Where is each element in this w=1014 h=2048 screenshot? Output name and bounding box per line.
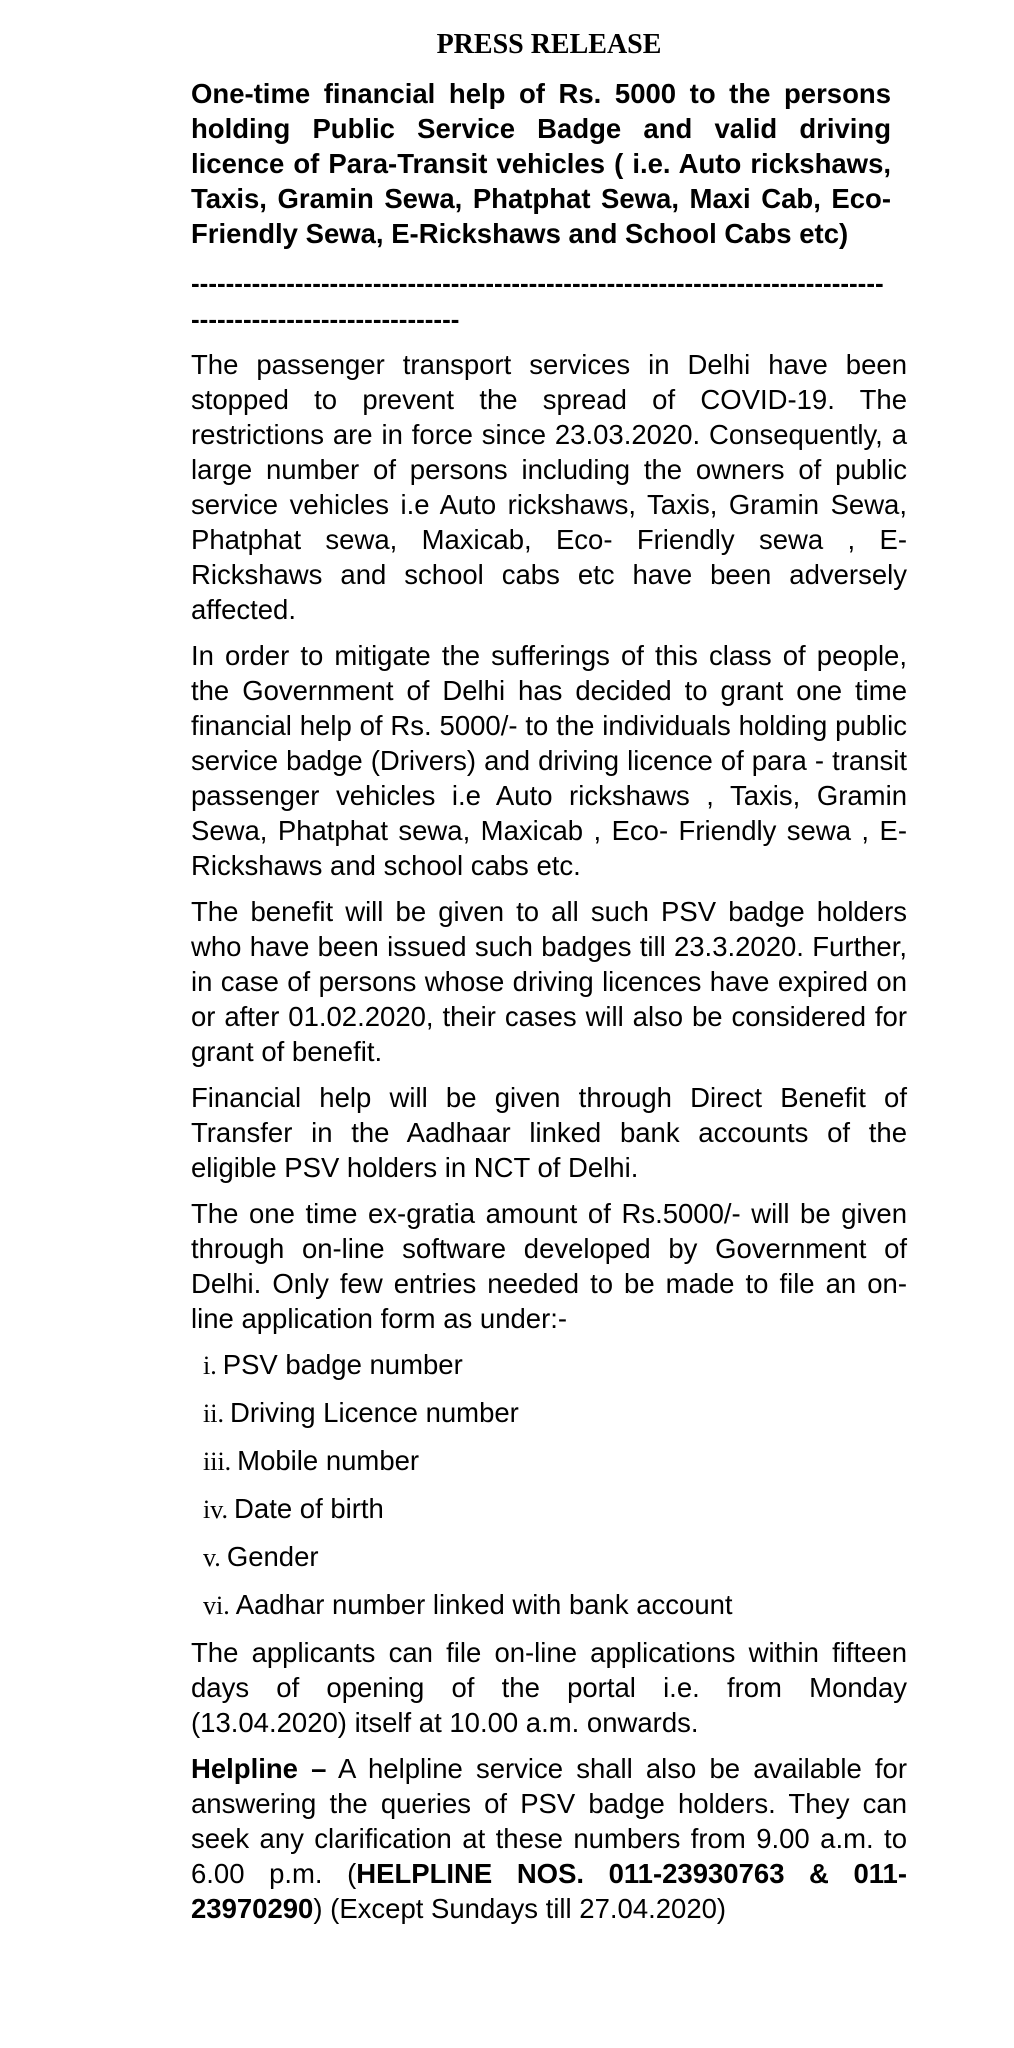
- list-item-text: Driving Licence number: [229, 1397, 519, 1428]
- list-item-text: PSV badge number: [222, 1349, 463, 1380]
- list-item: [203, 1587, 907, 1623]
- list-item-number: ii.: [203, 1399, 224, 1428]
- list-item: [203, 1491, 907, 1527]
- list-item-text: Gender: [226, 1541, 319, 1572]
- helpline-numbers: HELPLINE NOS. 011-23930763 & 011-23970290: [191, 1858, 907, 1924]
- list-item-text: Aadhar number linked with bank account: [235, 1589, 733, 1620]
- paragraph-benefit-eligibility: The benefit will be given to all such PSV badge holders who have been issued such badges till 23.3.2020. Further, in case of persons whose driving licences have expired on or after 01.02.2020, their cases will also be considered for grant of benefit.: [191, 896, 907, 1067]
- helpline-text: A helpline service shall also be available for answering the queries of PSV badge holders. They can seek any clarification at these numbers from 9.00 a.m. to 6.00 p.m. (: [191, 1753, 907, 1889]
- list-item: [203, 1347, 907, 1383]
- list-item-number: v.: [203, 1543, 221, 1572]
- list-item: [203, 1539, 907, 1575]
- paragraph-direct-benefit-transfer: Financial help will be given through Direct Benefit of Transfer in the Aadhaar linked bank accounts of the eligible PSV holders in NCT of Delhi.: [191, 1082, 907, 1183]
- list-item: [203, 1443, 907, 1479]
- list-item-number: i.: [203, 1351, 217, 1380]
- document-subject: One-time financial help of Rs. 5000 to the persons holding Public Service Badge and valid driving licence of Para-Transit vehicles ( i.e. Auto rickshaws, Taxis, Gramin Sewa, Phatphat Sewa, Maxi Cab, Eco-Friendly Sewa, E-Rickshaws and School Cabs etc): [191, 78, 891, 249]
- separator-line: ---------------------------------------------------------------------------------------------------------------: [191, 268, 884, 334]
- paragraph-services-stopped: The passenger transport services in Delhi have been stopped to prevent the spread of COVID-19. The restrictions are in force since 23.03.2020. Consequently, a large number of persons including the owners of public service vehicles i.e Auto rickshaws, Taxis, Gramin Sewa, Phatphat sewa, Maxicab, Eco- Friendly sewa , E-Rickshaws and school cabs etc have been adversely affected.: [191, 349, 907, 625]
- press-release-page: [191, 28, 907, 1937]
- list-item-text: Date of birth: [234, 1493, 384, 1524]
- list-item-number: iii.: [203, 1447, 232, 1476]
- application-form-entries-list: [191, 1347, 907, 1623]
- paragraph-financial-help-decision: In order to mitigate the sufferings of this class of people, the Government of Delhi has decided to grant one time financial help of Rs. 5000/- to the individuals holding public service badge (Drivers) and driving licence of para - transit passenger vehicles i.e Auto rickshaws , Taxis, Gramin Sewa, Phatphat sewa, Maxicab , Eco- Friendly sewa , E-Rickshaws and school cabs etc.: [191, 640, 907, 881]
- list-item-number: iv.: [203, 1495, 229, 1524]
- list-item-number: vi.: [203, 1591, 230, 1620]
- paragraph-application-window: The applicants can file on-line applications within fifteen days of opening of the portal i.e. from Monday (13.04.2020) itself at 10.00 a.m. onwards.: [191, 1637, 907, 1738]
- paragraph-helpline: [191, 1751, 907, 1926]
- helpline-label: Helpline –: [191, 1753, 327, 1784]
- document-title: PRESS RELEASE: [436, 29, 662, 60]
- list-item-text: Mobile number: [237, 1445, 420, 1476]
- helpline-suffix: ) (Except Sundays till 27.04.2020): [313, 1893, 727, 1924]
- paragraph-online-application: The one time ex-gratia amount of Rs.5000/- will be given through on-line software developed by Government of Delhi. Only few entries needed to be made to file an on-line application form as under:-: [191, 1198, 907, 1334]
- list-item: [203, 1395, 907, 1431]
